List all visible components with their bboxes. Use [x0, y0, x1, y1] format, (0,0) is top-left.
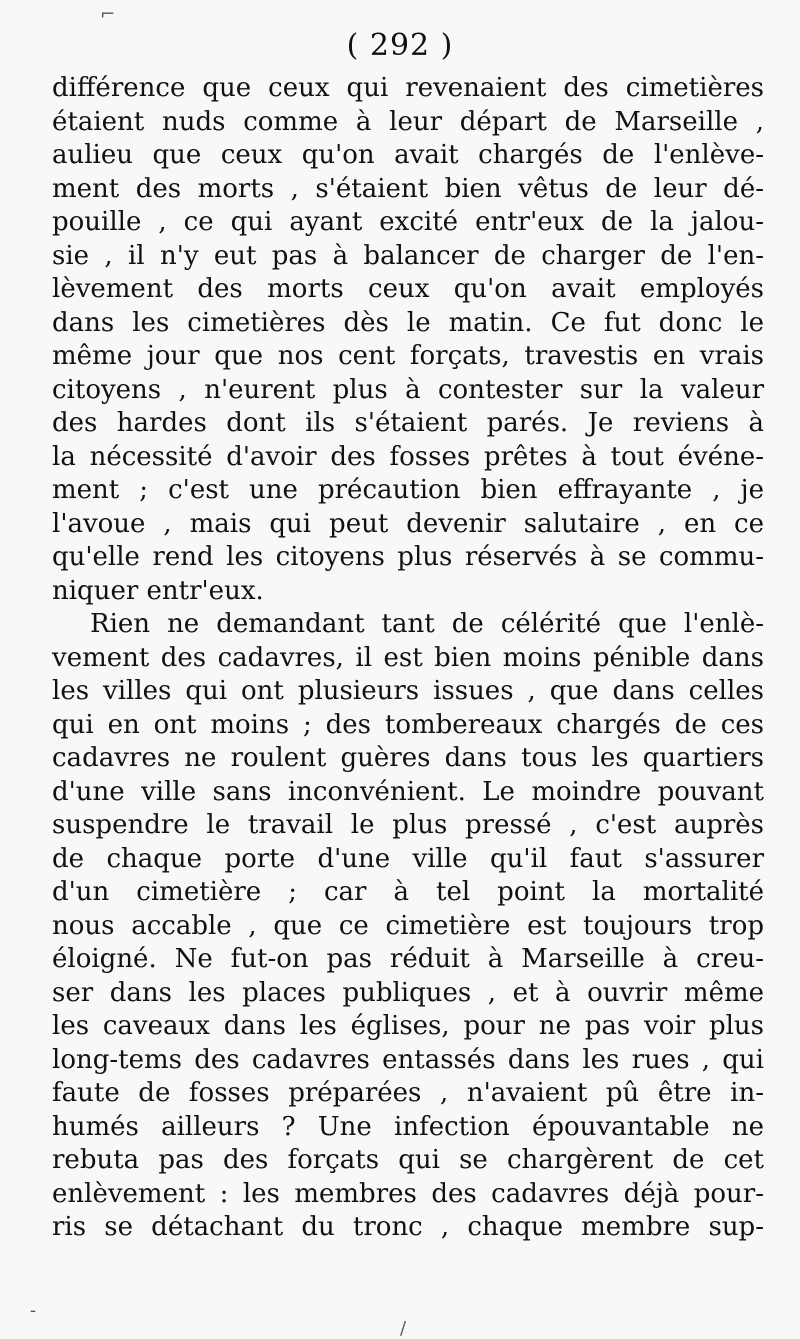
text-line: éloigné. Ne fut-on pas réduit à Marseille à creu-	[52, 944, 764, 974]
text-line: étaient nuds comme à leur départ de Marseille ,	[52, 106, 764, 137]
text-line: sie , il n'y eut pas à balancer de charger de l'en-	[52, 240, 764, 271]
text-line: les villes qui ont plusieurs issues , que dans celles	[52, 676, 764, 706]
text-line: des hardes dont ils s'étaient parés. Je reviens à	[52, 408, 764, 438]
text-line: lèvement des morts ceux qu'on avait employés	[52, 274, 764, 304]
stray-mark: ⌐	[100, 4, 116, 25]
text-line: faute de fosses préparées , n'avaient pû être in-	[52, 1078, 764, 1108]
text-line: cadavres ne roulent guères dans tous les quartiers	[52, 743, 764, 773]
text-line: la nécessité d'avoir des fosses prêtes à tout événe-	[52, 441, 764, 472]
text-line: qu'elle rend les citoyens plus réservés à se commu-	[52, 542, 764, 572]
text-line: pouille , ce qui ayant excité entr'eux de la jalou-	[52, 207, 764, 237]
text-line: suspendre le travail le plus pressé , c'est auprès	[52, 810, 764, 840]
text-line: long-tems des cadavres entassés dans les rues , qui	[52, 1044, 764, 1075]
page-number: ( 292 )	[346, 28, 454, 63]
text-line: l'avoue , mais qui peut devenir salutaire , en ce	[52, 508, 764, 539]
text-line: Rien ne demandant tant de célérité que l'enlè-	[90, 609, 764, 639]
text-line: aulieu que ceux qu'on avait chargés de l'enlève-	[52, 140, 764, 170]
text-line: enlèvement : les membres des cadavres déjà pour-	[52, 1178, 764, 1209]
text-line: ment des morts , s'étaient bien vêtus de leur dé-	[52, 173, 764, 204]
stray-mark: ‐	[30, 1300, 37, 1321]
text-line: niquer entr'eux.	[52, 575, 264, 606]
text-line: dans les cimetières dès le matin. Ce fut donc le	[52, 307, 764, 338]
text-line: d'une ville sans inconvénient. Le moindre pouvant	[52, 776, 764, 807]
text-line: vement des cadavres, il est bien moins pénible dans	[52, 642, 764, 673]
text-line: d'un cimetière ; car à tel point la mortalité	[52, 877, 764, 907]
text-line: ser dans les places publiques , et à ouvrir même	[52, 977, 764, 1008]
text-line: qui en ont moins ; des tombereaux chargés de ces	[52, 709, 764, 740]
stray-mark: /	[400, 1318, 407, 1339]
text-line: différence que ceux qui revenaient des cimetières	[52, 73, 764, 103]
text-line: humés ailleurs ? Une infection épouvantable ne	[52, 1111, 764, 1142]
text-line: ment ; c'est une précaution bien effrayante , je	[52, 475, 764, 505]
body-text	[52, 72, 764, 1245]
text-line: de chaque porte d'une ville qu'il faut s'assurer	[52, 843, 764, 874]
text-line: rebuta pas des forçats qui se chargèrent de cet	[52, 1145, 764, 1175]
text-line: nous accable , que ce cimetière est toujours trop	[52, 910, 764, 941]
text-line: citoyens , n'eurent plus à contester sur la valeur	[52, 374, 764, 405]
text-line: même jour que nos cent forçats, travestis en vrais	[52, 341, 764, 371]
text-line: ris se détachant du tronc , chaque membre sup-	[52, 1212, 764, 1242]
text-line: les caveaux dans les églises, pour ne pas voir plus	[52, 1011, 764, 1041]
